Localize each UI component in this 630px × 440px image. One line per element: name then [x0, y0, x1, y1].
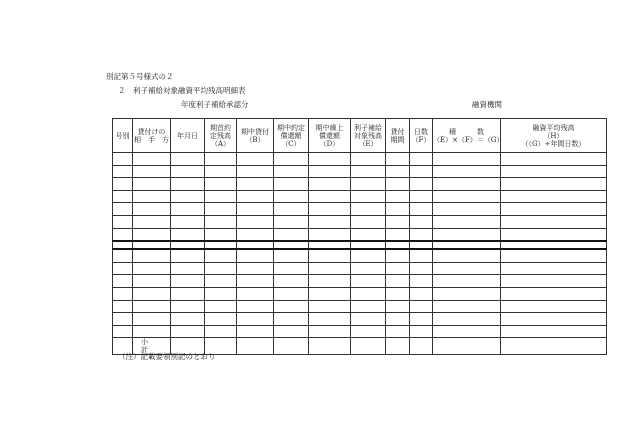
table-cell [205, 228, 237, 241]
table-row [113, 325, 607, 338]
table-cell [433, 165, 501, 178]
table-cell [274, 275, 309, 288]
subtotal-cell [433, 338, 501, 355]
table-row [113, 190, 607, 203]
table-cell [433, 325, 501, 338]
table-cell [501, 275, 607, 288]
table-cell [113, 153, 133, 166]
table-cell [237, 178, 274, 191]
table-cell [410, 178, 433, 191]
table-cell [433, 203, 501, 216]
subtotal-cell [274, 338, 309, 355]
table-cell [237, 287, 274, 300]
table-cell [133, 241, 171, 249]
section-separator [113, 241, 607, 249]
table-cell [433, 178, 501, 191]
table-cell [433, 275, 501, 288]
table-cell [501, 203, 607, 216]
table-cell [274, 178, 309, 191]
table-cell [237, 165, 274, 178]
table-cell [309, 262, 351, 275]
table-cell [205, 241, 237, 249]
table-row [113, 262, 607, 275]
table-cell [133, 165, 171, 178]
table-cell [133, 249, 171, 262]
table-cell [351, 249, 386, 262]
col-header-loans: 期中貸付 （B） [237, 119, 274, 153]
table-cell [501, 153, 607, 166]
table-cell [433, 249, 501, 262]
table-cell [351, 325, 386, 338]
table-cell [237, 153, 274, 166]
table-cell [237, 203, 274, 216]
table-cell [309, 275, 351, 288]
table-cell [386, 249, 410, 262]
table-cell [205, 249, 237, 262]
table-cell [171, 165, 205, 178]
table-cell [433, 287, 501, 300]
table-cell [237, 215, 274, 228]
table-cell [309, 313, 351, 326]
table-cell [113, 287, 133, 300]
table-cell [351, 275, 386, 288]
table-cell [205, 190, 237, 203]
table-cell [501, 165, 607, 178]
table-cell [309, 190, 351, 203]
col-header-average-balance: 融資平均残高 （H） （（G）÷年間日数） [501, 119, 607, 153]
table-cell [351, 190, 386, 203]
table-cell [351, 178, 386, 191]
table-cell [274, 313, 309, 326]
table-cell [410, 241, 433, 249]
table-cell [171, 203, 205, 216]
table-row [113, 228, 607, 241]
subtotal-cell [309, 338, 351, 355]
table-cell [205, 325, 237, 338]
table-cell [386, 313, 410, 326]
table-cell [274, 241, 309, 249]
table-cell [433, 153, 501, 166]
table-cell [171, 190, 205, 203]
col-header-early-repayment: 期中繰上 償還額 （D） [309, 119, 351, 153]
balance-detail-table [112, 118, 607, 355]
table-cell [113, 325, 133, 338]
table-cell [386, 203, 410, 216]
subtotal-cell [351, 338, 386, 355]
table-cell [410, 262, 433, 275]
table-cell [410, 153, 433, 166]
table-cell [410, 249, 433, 262]
table-row [113, 178, 607, 191]
table-cell [501, 228, 607, 241]
table-cell [113, 190, 133, 203]
table-cell [133, 153, 171, 166]
table-cell [309, 165, 351, 178]
table-cell [113, 300, 133, 313]
table-cell [133, 313, 171, 326]
table-cell [237, 228, 274, 241]
table-cell [386, 178, 410, 191]
table-cell [171, 178, 205, 191]
table-cell [410, 228, 433, 241]
subtotal-cell [237, 338, 274, 355]
table-cell [113, 275, 133, 288]
table-cell [309, 249, 351, 262]
table-cell [205, 262, 237, 275]
table-cell [433, 262, 501, 275]
table-cell [133, 287, 171, 300]
table-cell [433, 300, 501, 313]
table-row [113, 275, 607, 288]
table-row [113, 215, 607, 228]
table-cell [309, 153, 351, 166]
table-cell [133, 190, 171, 203]
table-cell [237, 262, 274, 275]
table-row [113, 153, 607, 166]
table-cell [386, 190, 410, 203]
table-cell [501, 241, 607, 249]
col-header-days: 日数 （F） [410, 119, 433, 153]
table-cell [205, 165, 237, 178]
table-cell [309, 241, 351, 249]
table-cell [274, 215, 309, 228]
table-cell [113, 249, 133, 262]
table-cell [171, 300, 205, 313]
table-cell [309, 325, 351, 338]
table-row [113, 249, 607, 262]
table-cell [274, 249, 309, 262]
table-cell [410, 313, 433, 326]
table-cell [205, 153, 237, 166]
table-cell [501, 262, 607, 275]
subtotal-cell [501, 338, 607, 355]
col-header-borrower: 貸付けの 相 手 方 [133, 119, 171, 153]
table-row [113, 287, 607, 300]
table-cell [274, 325, 309, 338]
header-row [113, 119, 607, 153]
table-cell [205, 287, 237, 300]
col-header-date: 年月日 [171, 119, 205, 153]
table-cell [113, 215, 133, 228]
col-header-subsidy-balance: 利子補給 対象残高 （E） [351, 119, 386, 153]
table-cell [113, 228, 133, 241]
table-cell [410, 275, 433, 288]
table-cell [386, 287, 410, 300]
form-reference: 別記第５号様式の２ [106, 72, 174, 81]
table-cell [386, 241, 410, 249]
table-cell [171, 262, 205, 275]
table-cell [309, 287, 351, 300]
table-cell [113, 165, 133, 178]
footnote: （注）記載要領別記のとおり [118, 352, 216, 361]
table-row [113, 300, 607, 313]
table-cell [237, 241, 274, 249]
col-header-opening-balance: 期首約 定残高 （A） [205, 119, 237, 153]
table-cell [433, 215, 501, 228]
table-cell [410, 203, 433, 216]
table-cell [351, 203, 386, 216]
table-row [113, 203, 607, 216]
table-cell [171, 215, 205, 228]
table-cell [205, 275, 237, 288]
table-cell [274, 165, 309, 178]
table-cell [386, 262, 410, 275]
table-cell [501, 215, 607, 228]
table-cell [171, 153, 205, 166]
table-cell [309, 215, 351, 228]
table-cell [386, 300, 410, 313]
col-header-scheduled-repayment: 期中約定 償還額 （C） [274, 119, 309, 153]
table-cell [351, 287, 386, 300]
table-cell [205, 178, 237, 191]
table-row [113, 165, 607, 178]
subtotal-cell [386, 338, 410, 355]
table-cell [351, 228, 386, 241]
table-cell [274, 262, 309, 275]
table-cell [501, 300, 607, 313]
table-cell [113, 178, 133, 191]
table-cell [501, 313, 607, 326]
table-cell [386, 165, 410, 178]
table-cell [133, 203, 171, 216]
table-cell [133, 262, 171, 275]
table-cell [113, 203, 133, 216]
table-cell [410, 215, 433, 228]
table-cell [171, 313, 205, 326]
table-cell [351, 165, 386, 178]
table-cell [113, 313, 133, 326]
table-cell [274, 203, 309, 216]
table-cell [274, 287, 309, 300]
table-cell [309, 203, 351, 216]
table-cell [309, 228, 351, 241]
table-cell [501, 190, 607, 203]
table-cell [133, 325, 171, 338]
table-cell [133, 275, 171, 288]
table-cell [410, 165, 433, 178]
table-cell [351, 153, 386, 166]
table-cell [309, 300, 351, 313]
table-cell [133, 178, 171, 191]
table-cell [351, 241, 386, 249]
table-cell [205, 313, 237, 326]
table-cell [274, 228, 309, 241]
table-cell [433, 190, 501, 203]
table-cell [351, 313, 386, 326]
table-cell [237, 190, 274, 203]
table-cell [501, 249, 607, 262]
approval-year-label: 年度利子補給承認分 [181, 100, 249, 109]
table-cell [237, 313, 274, 326]
table-cell [501, 178, 607, 191]
table-cell [205, 215, 237, 228]
table-cell [351, 215, 386, 228]
table-cell [433, 228, 501, 241]
table-cell [410, 325, 433, 338]
lender-label: 融資機関 [472, 100, 502, 109]
table-cell [171, 241, 205, 249]
table-cell [309, 178, 351, 191]
table-cell [133, 215, 171, 228]
table-cell [133, 228, 171, 241]
table-cell [274, 190, 309, 203]
table-cell [386, 153, 410, 166]
table-cell [433, 241, 501, 249]
table-cell [133, 300, 171, 313]
section-title: ２ 利子補給対象融資平均残高明細表 [118, 86, 246, 95]
col-header-number: 号別 [113, 119, 133, 153]
table-cell [351, 262, 386, 275]
table-cell [205, 300, 237, 313]
table-cell [113, 262, 133, 275]
table-cell [433, 313, 501, 326]
table-cell [205, 203, 237, 216]
col-header-loan-period: 貸付 期間 [386, 119, 410, 153]
table-cell [237, 249, 274, 262]
table-cell [386, 275, 410, 288]
subtotal-label: 小 計 [133, 338, 171, 355]
table-cell [410, 300, 433, 313]
table-cell [113, 241, 133, 249]
table-cell [274, 153, 309, 166]
table-cell [274, 300, 309, 313]
table-cell [386, 325, 410, 338]
table-cell [410, 287, 433, 300]
table-cell [237, 325, 274, 338]
table-row [113, 313, 607, 326]
table-cell [171, 325, 205, 338]
col-header-product: 積 数 （E）×（F）＝（G） [433, 119, 501, 153]
table-cell [351, 300, 386, 313]
table-cell [386, 228, 410, 241]
subtotal-cell [410, 338, 433, 355]
table-cell [171, 228, 205, 241]
table-cell [171, 249, 205, 262]
table-cell [171, 275, 205, 288]
table-cell [237, 300, 274, 313]
table-cell [171, 287, 205, 300]
table-cell [501, 325, 607, 338]
table-cell [410, 190, 433, 203]
table-cell [386, 215, 410, 228]
table-cell [237, 275, 274, 288]
table-cell [501, 287, 607, 300]
